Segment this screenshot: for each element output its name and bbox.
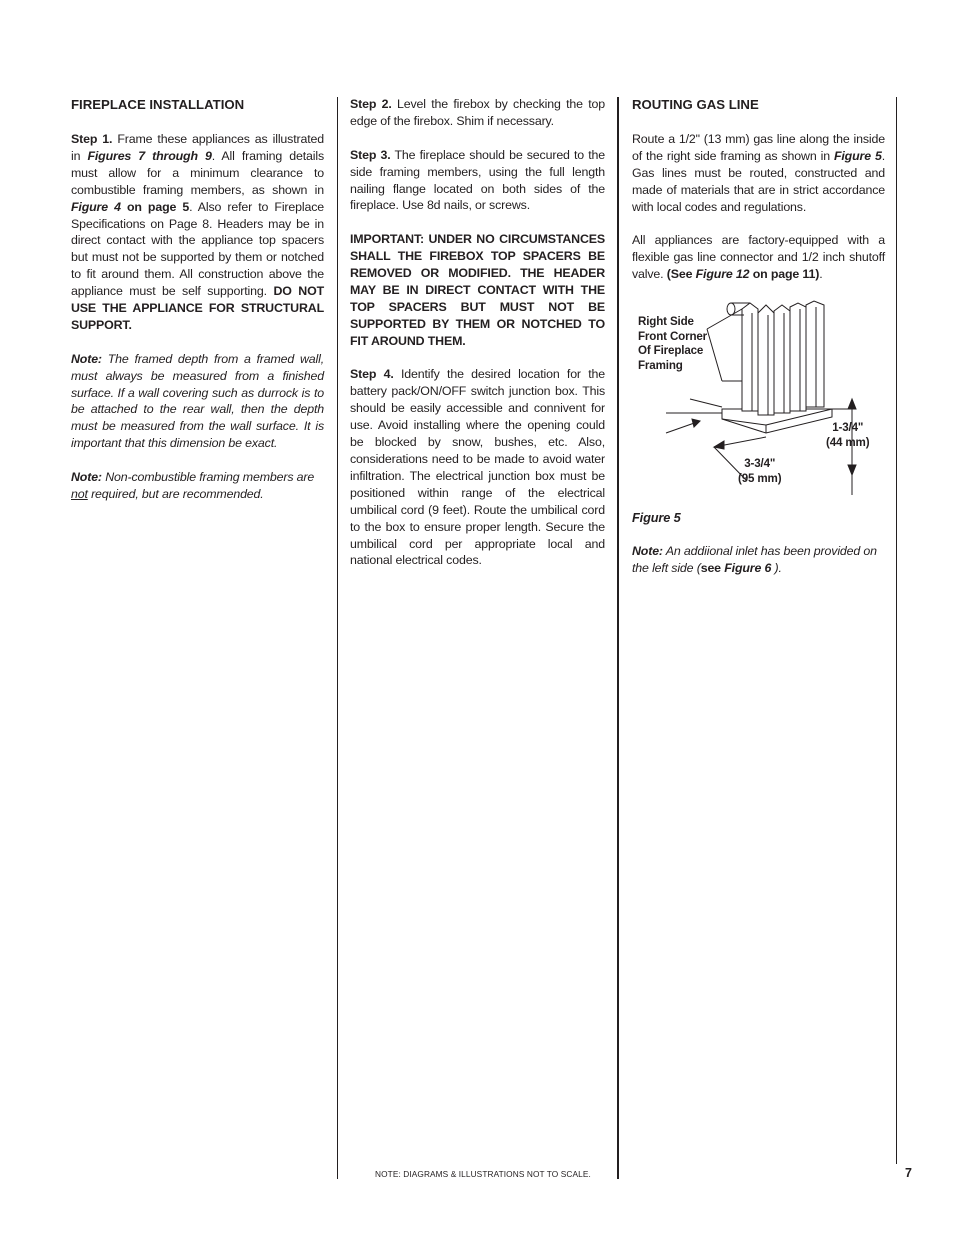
callout-line-4: Framing [638,358,683,372]
step3-label: Step 3. [350,147,391,162]
page-number: 7 [905,1166,912,1180]
step2-paragraph [350,96,605,130]
scale-footnote: NOTE: DIAGRAMS & ILLUSTRATIONS NOT TO SCALE. [375,1169,591,1179]
step2-label: Step 2. [350,97,392,111]
step1-label: Step 1. [71,132,113,146]
figure-ref-6: Figure 6 [724,560,772,575]
see-label: (See [666,267,693,282]
period: . [819,267,823,282]
dimension-44mm-label [826,421,869,450]
shutoff-valve-text: All appliances are factory-equipped with a flexible gas line connector and 1/2 inch shutoff valve. [632,233,885,282]
gas-line-paragraph [632,131,885,216]
framed-depth-note [71,351,324,452]
figure-ref-12: Figure 12 [695,267,750,282]
step4-label: Step 4. [350,367,394,382]
routing-gas-line-heading: ROUTING GAS LINE [632,97,759,112]
step1-paragraph [71,131,324,334]
note-label: Note: [71,470,102,485]
note-label: Note: [71,351,102,366]
non-combustible-note [71,469,324,503]
fireplace-installation-heading: FIREPLACE INSTALLATION [71,97,245,112]
dimension-95mm-metric: (95 mm) [738,471,782,485]
step3-text: The fireplace should be secured to the side framing members, using the full length nailing flange located on both sides of the fireplace. Use 8d nails, or screws. [350,147,606,213]
closing-paren: ). [774,560,782,575]
see-word: see [700,560,721,575]
non-combustible-note-text-b: required, but are recommended. [91,487,264,501]
installation-steps-column [350,96,605,586]
structural-warning: DO NOT USE THE APPLIANCE FOR STRUCTURAL SUPPORT. [71,284,324,332]
page-ref-11: on page 11) [752,267,820,282]
dimension-95mm-inches: 3-3/4" [744,457,776,471]
step4-text: Identify the desired location for the battery pack/ON/OFF switch junction box. This should be easily accessible and connivent for use. Avoid installing where the opening could be blocked by snow, bushes, etc. Also, considerations need to be made to avoid water infiltration. The electrical junction box must be positioned within range of the electrical umbilical cord (9 feet). Route the umbilical cord to the box to ensure proper length. Secure the umbilical cord per appropriate local and national electrical codes. [350,367,606,568]
important-warning: IMPORTANT: UNDER NO CIRCUMSTANCES SHALL THE FIREBOX TOP SPACERS BE REMOVED OR MODIFIED. THE HEADER MAY BE IN DIRECT CONTACT WITH THE TOP SPACERS BUT MUST NOT BE SUPPORTED BY THEM OR NOTCHED TO FIT AROUND THEM. [350,232,605,348]
step4-paragraph [350,366,605,569]
step1-text-b: . All framing details must allow for a minimum clearance to combustible framing members, as shown in [71,148,324,197]
routing-gas-line-column [632,96,885,594]
callout-line-2: Front Corner [638,329,708,343]
figure-ref-7-9: Figures 7 through 9 [87,148,212,163]
note-label: Note: [632,543,663,558]
gas-line-text-b: . Gas lines must be routed, constructed and made of materials that are in strict accordance with local codes and regulations. [632,148,885,214]
step2-text: Level the firebox by checking the top edge of the firebox. Shim if necessary. [350,97,605,128]
dimension-44mm-inches: 1-3/4" [832,421,864,435]
dimension-44mm-metric: (44 mm) [826,435,870,449]
column-divider-outer [896,97,897,1164]
framed-depth-note-text: The framed depth from a framed wall, must always be measured from a finished surface. If a wall covering such as durrock is to be attached to the rear wall, then the depth must be measured from the wall surface. It is important that this dimension be exact. [71,351,325,451]
step3-paragraph [350,147,605,215]
not-underlined: not [71,487,88,501]
column-divider-right [617,97,619,1179]
additional-inlet-text: An addiional inlet has been provided on the left side ( [632,543,877,575]
figure-5-diagram [632,299,885,504]
figure-ref-4: Figure 4 [71,199,121,214]
figure-callout-label [638,315,707,373]
callout-line-3: Of Fireplace [638,344,704,358]
callout-line-1: Right Side [638,315,694,329]
page-ref-5: on page 5 [126,199,190,214]
dimension-95mm-label [738,457,781,486]
column-divider-left [337,97,338,1179]
gas-line-text-a: Route a 1/2" (13 mm) gas line along the inside of the right side framing as shown in [632,132,885,163]
step1-text-a: Frame these appliances as illustrated in [71,132,324,163]
additional-inlet-note [632,543,885,577]
figure-ref-5: Figure 5 [833,148,882,163]
step1-text-c: . Also refer to Fireplace Specifications on Page 8. Headers may be in direct contact with the appliance top spacers but must not be supported by them or notched to fit around them. All construction above the appliance must be self supporting. [71,199,325,299]
figure-5-caption: Figure 5 [632,510,681,526]
fireplace-installation-column [71,96,324,520]
non-combustible-note-text-a: Non-combustible framing members are [105,470,315,485]
shutoff-valve-paragraph [632,232,885,283]
